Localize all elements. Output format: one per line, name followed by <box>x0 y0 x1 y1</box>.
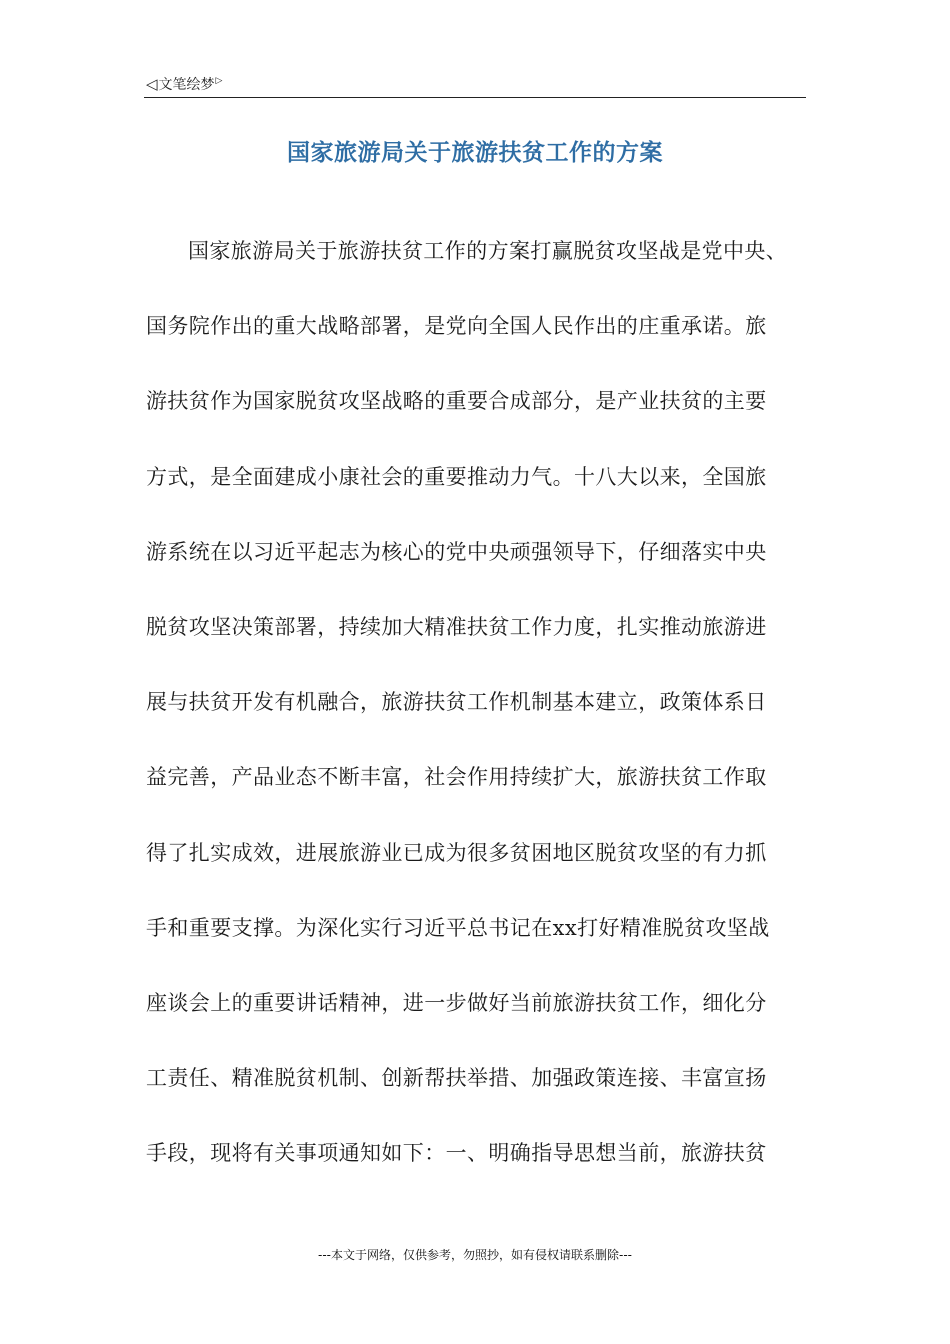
header-brand: 文笔绘梦 <box>158 77 215 93</box>
body-line: 国家旅游局关于旅游扶贫工作的方案打赢脱贫攻坚战是党中央、 <box>188 239 788 263</box>
body-line: 手段，现将有关事项通知如下：一、明确指导思想当前，旅游扶贫 <box>146 1141 767 1166</box>
document-title: 国家旅游局关于旅游扶贫工作的方案 <box>287 139 663 166</box>
left-triangle-icon: ◁ <box>146 74 158 93</box>
body-line: 脱贫攻坚决策部署，持续加大精准扶贫工作力度，扎实推动旅游进 <box>146 614 767 639</box>
page-header <box>146 74 222 94</box>
body-line: 座谈会上的重要讲话精神，进一步做好当前旅游扶贫工作，细化分 <box>146 990 767 1015</box>
body-line: 方式，是全面建成小康社会的重要推动力气。十八大以来，全国旅 <box>146 464 767 489</box>
right-triangle-icon: ▷ <box>215 75 223 86</box>
header-divider <box>144 97 806 98</box>
body-line: 工责任、精准脱贫机制、创新帮扶举措、加强政策连接、丰富宣扬 <box>146 1066 767 1091</box>
body-line: 手和重要支撑。为深化实行习近平总书记在xx打好精准脱贫攻坚战 <box>146 915 770 940</box>
document-body <box>146 232 826 1209</box>
body-line: 得了扎实成效，进展旅游业已成为很多贫困地区脱贫攻坚的有力抓 <box>146 840 767 865</box>
body-line: 益完善，产品业态不断丰富，社会作用持续扩大，旅游扶贫工作取 <box>146 765 767 790</box>
body-line: 游扶贫作为国家脱贫攻坚战略的重要合成部分，是产业扶贫的主要 <box>146 389 767 414</box>
footer-notice: ---本文于网络，仅供参考，勿照抄，如有侵权请联系删除--- <box>318 1248 632 1262</box>
body-line: 展与扶贫开发有机融合，旅游扶贫工作机制基本建立，政策体系日 <box>146 690 767 715</box>
body-line: 游系统在以习近平起志为核心的党中央顽强领导下，仔细落实中央 <box>146 539 767 564</box>
body-line: 国务院作出的重大战略部署，是党向全国人民作出的庄重承诺。旅 <box>146 314 767 339</box>
